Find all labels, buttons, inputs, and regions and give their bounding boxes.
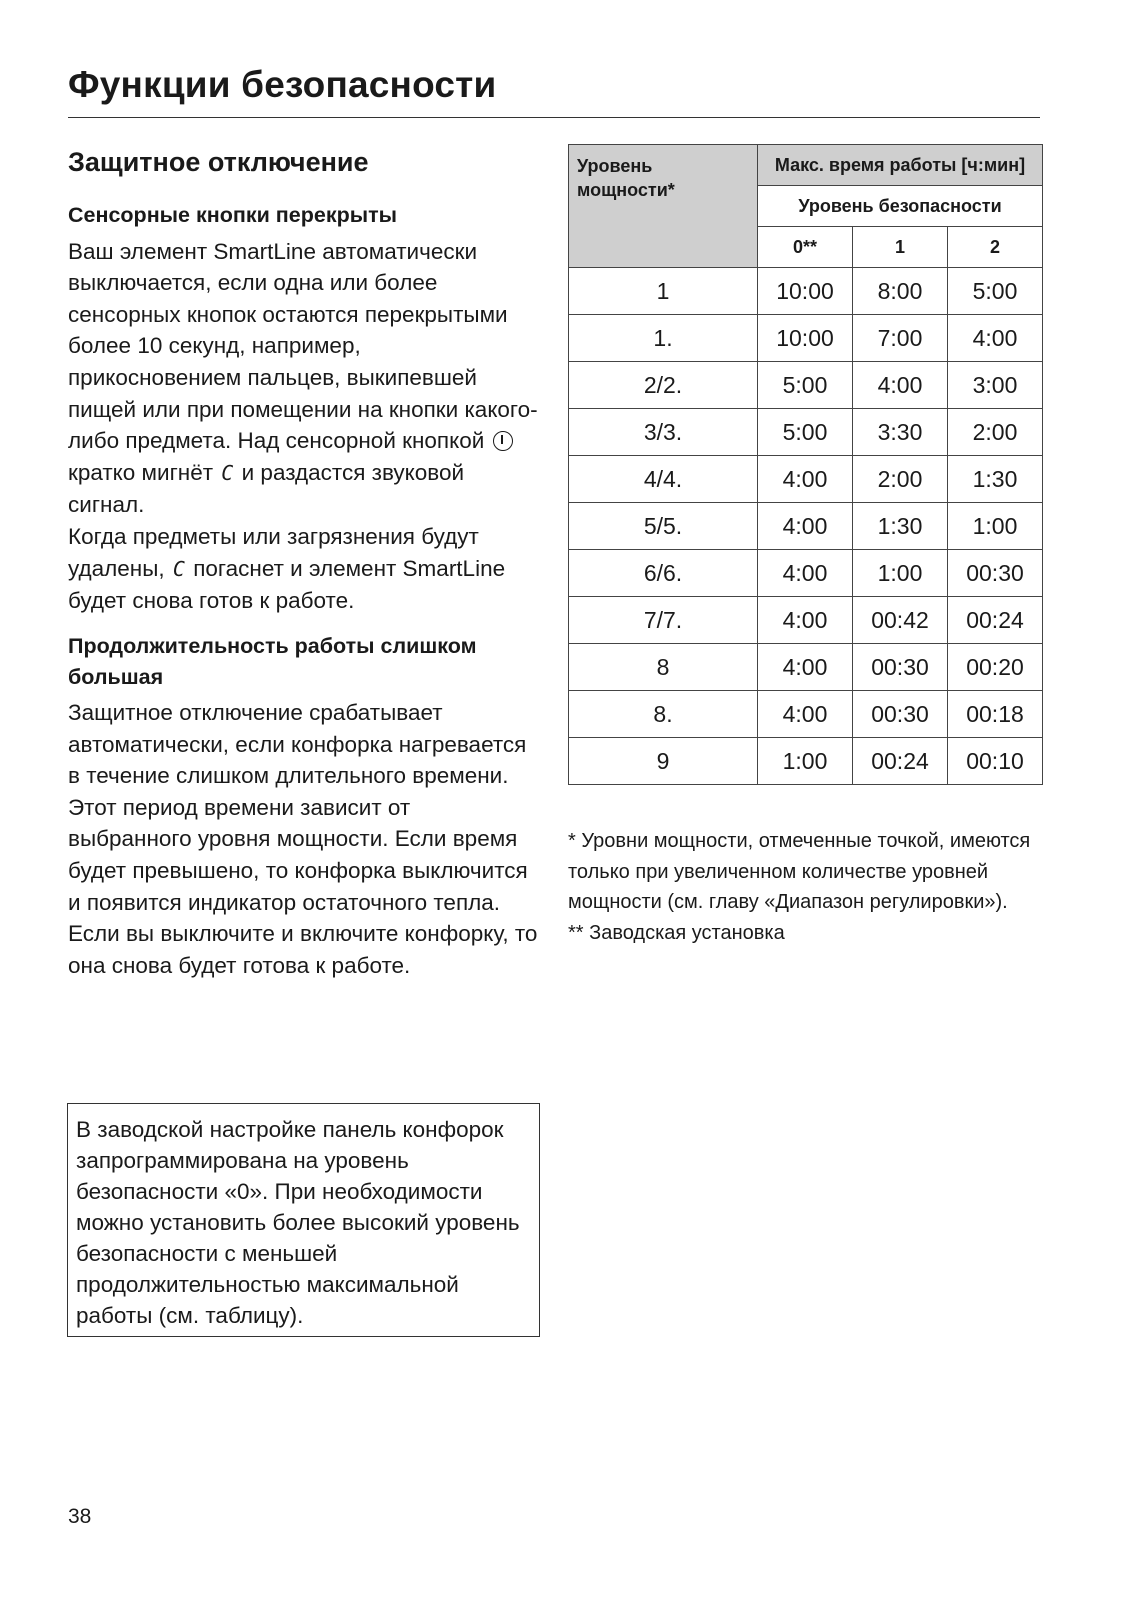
table-cell: 4:00 [758, 456, 853, 503]
header-power-level: Уровень мощности* [569, 145, 758, 268]
table-cell: 4:00 [758, 644, 853, 691]
left-column [68, 146, 540, 995]
table-cell: 2:00 [853, 456, 948, 503]
table-row [569, 691, 1043, 738]
header-safety-0: 0** [758, 227, 853, 268]
table-cell: 00:30 [853, 691, 948, 738]
table-row [569, 644, 1043, 691]
table-cell: 3:00 [948, 362, 1043, 409]
table-row [569, 738, 1043, 785]
segment-display-c-icon: C [221, 460, 234, 485]
table-cell: 1 [569, 268, 758, 315]
page-number: 38 [68, 1505, 92, 1528]
table-cell: 00:30 [948, 550, 1043, 597]
table-cell: 7:00 [853, 315, 948, 362]
table-cell: 2/2. [569, 362, 758, 409]
power-button-icon [493, 431, 513, 451]
table-cell: 8. [569, 691, 758, 738]
footnote-factory-setting: ** Заводская установка [568, 921, 785, 944]
table-cell: 7/7. [569, 597, 758, 644]
table-cell: 4:00 [948, 315, 1043, 362]
footnote-dotted-levels: * Уровни мощности, отмеченные точкой, имеются только при увеличенном количестве уровней мощности (см. главу «Диапазон регулировки»). [568, 830, 1031, 913]
section-heading: Защитное отключение [68, 147, 369, 177]
note-text: В заводской настройке панель конфорок запрограммирована на уровень безопасности «0». При необходимости можно установить более высокий уровень безопасности с меньшей продолжительностью максимальной работы (см. таблицу). [76, 1117, 520, 1328]
table-cell: 2:00 [948, 409, 1043, 456]
table-cell: 00:42 [853, 597, 948, 644]
table-row [569, 409, 1043, 456]
paragraph-text: Ваш элемент SmartLine автоматически выключается, если одна или более сенсорных кнопок остаются перекрытыми более 10 секунд, например, прикосновением пальцев, выкипевшей пищей или при помещении на кнопки какого-либо предмета. [68, 238, 538, 454]
table-cell: 00:24 [853, 738, 948, 785]
table-row [569, 597, 1043, 644]
table-cell: 4/4. [569, 456, 758, 503]
header-safety-level: Уровень безопасности [758, 186, 1043, 227]
table-row [569, 456, 1043, 503]
header-safety-2: 2 [948, 227, 1043, 268]
table-cell: 10:00 [758, 315, 853, 362]
table-cell: 4:00 [758, 550, 853, 597]
table-cell: 4:00 [758, 597, 853, 644]
subheading-duration: Продолжительность работы слишком большая [68, 633, 477, 689]
table-cell: 5:00 [758, 409, 853, 456]
table-cell: 5:00 [948, 268, 1043, 315]
page-title: Функции безопасности [68, 64, 497, 105]
table-cell: 1:00 [853, 550, 948, 597]
table-row [569, 550, 1043, 597]
table-cell: 1:30 [948, 456, 1043, 503]
table-cell: 5/5. [569, 503, 758, 550]
table-cell: 5:00 [758, 362, 853, 409]
table-cell: 3/3. [569, 409, 758, 456]
paragraph [68, 521, 540, 617]
header-max-time: Макс. время работы [ч:мин] [758, 145, 1043, 186]
table-cell: 1:00 [758, 738, 853, 785]
table-cell: 9 [569, 738, 758, 785]
note-box [67, 1103, 540, 1337]
table-cell: 00:10 [948, 738, 1043, 785]
duration-too-long-block [68, 631, 540, 982]
table-cell: 8 [569, 644, 758, 691]
title-divider [68, 117, 1040, 118]
table-cell: 10:00 [758, 268, 853, 315]
segment-display-c-icon: C [172, 556, 185, 581]
table-cell: 3:30 [853, 409, 948, 456]
table-cell: 1:30 [853, 503, 948, 550]
table-row [569, 315, 1043, 362]
table-footnotes [568, 826, 1042, 948]
table-row [569, 503, 1043, 550]
safety-time-table [568, 144, 1043, 785]
paragraph-text: и раздастся звуковой сигнал. [68, 459, 465, 518]
table-cell: 4:00 [758, 691, 853, 738]
table-cell: 8:00 [853, 268, 948, 315]
table-cell: 1:00 [948, 503, 1043, 550]
table-cell: 4:00 [853, 362, 948, 409]
paragraph: Защитное отключение срабатывает автоматически, если конфорка нагревается в течение слишком длительного времени. Этот период времени зависит от выбранного уровня мощности. Если время будет превышено, то конфорка выключится и появится индикатор остаточного тепла. Если вы выключите и включите конфорку, то она снова будет готова к работе. [68, 700, 538, 978]
paragraph-text: погаснет и элемент SmartLine будет снова готов к работе. [68, 555, 506, 614]
table-row [569, 268, 1043, 315]
subheading-sensor-covered: Сенсорные кнопки перекрыты [68, 203, 397, 228]
header-safety-1: 1 [853, 227, 948, 268]
paragraph-text: Когда предметы или загрязнения будут удалены, [68, 523, 479, 581]
table-row [569, 362, 1043, 409]
paragraph [68, 236, 540, 521]
table-cell: 00:20 [948, 644, 1043, 691]
table-cell: 00:24 [948, 597, 1043, 644]
table-cell: 4:00 [758, 503, 853, 550]
sensor-covered-block [68, 200, 540, 616]
table-cell: 1. [569, 315, 758, 362]
paragraph-text: кратко мигнёт [68, 459, 214, 485]
table-cell: 00:18 [948, 691, 1043, 738]
table-cell: 00:30 [853, 644, 948, 691]
table-cell: 6/6. [569, 550, 758, 597]
paragraph-text: Над сенсорной кнопкой [237, 428, 485, 454]
